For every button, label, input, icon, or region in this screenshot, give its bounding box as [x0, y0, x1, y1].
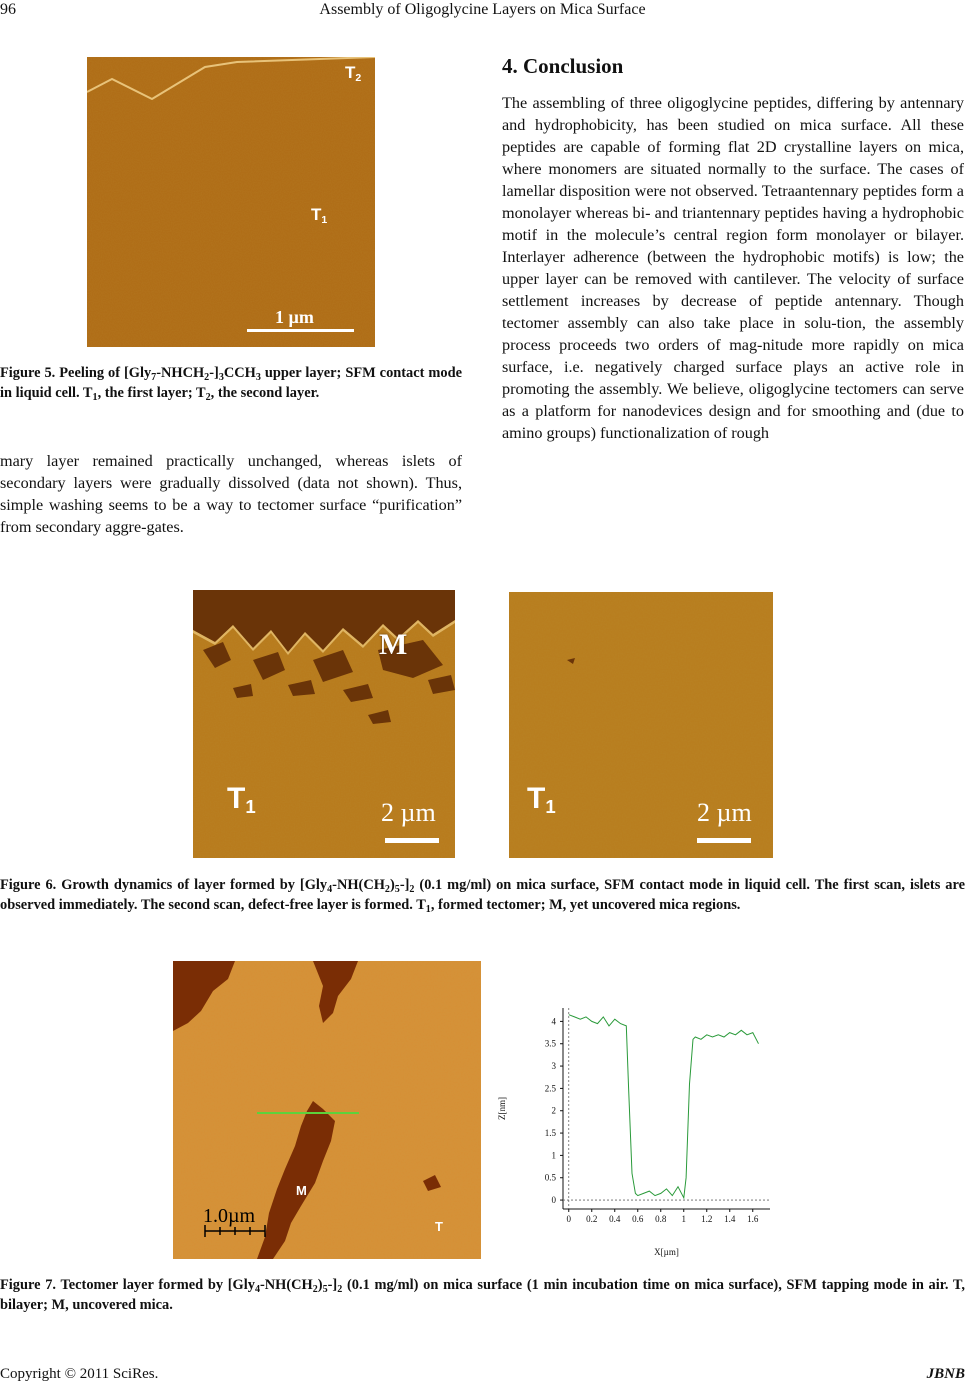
x-tick-label: 1.4 [724, 1214, 736, 1224]
y-tick-label: 1.5 [544, 1128, 556, 1139]
figure7-scale-label: 1.0µm [203, 1205, 256, 1227]
footer-journal: JBNB [926, 1366, 965, 1382]
y-tick-label: 3 [551, 1061, 556, 1072]
figure5-sfm-image [87, 57, 375, 347]
figure5-label-t2: T2 [345, 63, 362, 84]
figure6-right-scale-label: 2 µm [697, 798, 752, 827]
profile-series-line [569, 1015, 759, 1198]
y-tick-label: 4 [551, 1016, 556, 1027]
y-tick-label: 2.5 [544, 1083, 556, 1094]
footer-copyright: Copyright © 2011 SciRes. [0, 1366, 159, 1382]
figure6-label-t1-left: T1 [227, 782, 256, 818]
x-tick-label: 0.4 [609, 1214, 621, 1224]
x-axis-title: X[µm] [654, 1247, 679, 1257]
x-tick-label: 0 [566, 1214, 571, 1224]
conclusion-paragraph: The assembling of three oligoglycine peptides, differing by antennary and hydrophobicity, has been studied on mica surface. All these peptides are capable of forming flat 2D crystalline layers on mica, where monomers are situated normally to the surface. The cases of lamellar disposition were not observed. Tetraantennary peptides form a monolayer whereas bi- and triantennary peptides having a hydrophobic motif in the molecule’s central region form monolayer or bilayer. Interlayer adherence (between the hydrophobic motifs) is low; the upper layer can be removed with cantilever. The velocity of surface settlement increases by decrease of peptide antennary. Though tectomer assembly can also take place in solu-tion, the assembly process proceeds two orders of mag-nitude more rapidly on mica surface, i.e. negatively charged surface plays an active role in promoting the assembly. We believe, oligoglycine tectomers can serve as a platform for nanodevices design and for smoothing and (due to amino groups) functionalization of rough [502, 94, 964, 442]
figure6-label-m: M [379, 628, 408, 661]
figure6-label-t1-right: T1 [527, 782, 556, 818]
y-tick-label: 0 [551, 1195, 556, 1206]
x-tick-label: 0.2 [586, 1214, 598, 1224]
figure7-label-m: M [296, 1183, 307, 1198]
figure7-height-profile-chart [485, 994, 785, 1262]
section-heading-conclusion: 4. Conclusion [502, 54, 624, 78]
figure6-right-scale-bar [697, 838, 751, 843]
figure6-sfm-image-first-scan [193, 590, 455, 858]
figure7-label-t: T [435, 1219, 443, 1234]
figure5-label-t1: T1 [311, 205, 328, 226]
x-tick-label: 1.6 [747, 1214, 759, 1224]
figure6-caption: Figure 6. Growth dynamics of layer formed by $[Gly_4-NH(CH_2)_5-]_2$ (0.1 mg/ml) on mica surface, SFM contact mode in liquid cell. The first scan, islets are observed immediately. The second scan, defect-free layer is formed. $T_1$, formed tectomer; M, yet uncovered mica regions. [0, 877, 965, 915]
figure5-scale-bar [247, 329, 354, 332]
y-tick-label: 0.5 [544, 1172, 556, 1183]
figure7-caption: Figure 7. Tectomer layer formed by $[Gly_4-NH(CH_2)_5-]_2$ (0.1 mg/ml) on mica surface (1 min incubation time on mica surface), SFM tapping mode in air. T, bilayer; M, uncovered mica. [0, 1277, 965, 1313]
y-axis-title: Z[nm] [497, 1097, 507, 1120]
figure6-left-scale-bar [385, 838, 439, 843]
x-tick-label: 1.2 [701, 1214, 713, 1224]
figure6-sfm-image-second-scan [509, 592, 773, 858]
left-column-paragraph: mary layer remained practically unchanged, whereas islets of secondary layers were gradually dissolved (data not shown). Thus, simple washing seems to be a way to tectomer surface “purification” from secondary aggre-gates. [0, 452, 462, 536]
figure5-caption: Figure 5. Peeling of $[Gly_7-NHCH_2-]_3CCH_3$ upper layer; SFM contact mode in liquid cell. $T_1$, the first layer; $T_2$, the second layer. [0, 365, 462, 403]
figure6-left-scale-label: 2 µm [381, 798, 436, 827]
figure5-scale-label: 1 µm [275, 307, 314, 327]
figure5-texture [87, 57, 375, 347]
figure7-sfm-image [173, 961, 481, 1259]
running-title: Assembly of Oligoglycine Layers on Mica Surface [319, 1, 646, 18]
x-tick-label: 0.8 [655, 1214, 667, 1224]
x-tick-label: 0.6 [632, 1214, 644, 1224]
y-tick-label: 2 [551, 1105, 556, 1116]
y-tick-label: 1 [551, 1150, 556, 1161]
x-tick-label: 1 [681, 1214, 686, 1224]
page-number: 96 [0, 1, 16, 18]
y-tick-label: 3.5 [544, 1038, 556, 1049]
